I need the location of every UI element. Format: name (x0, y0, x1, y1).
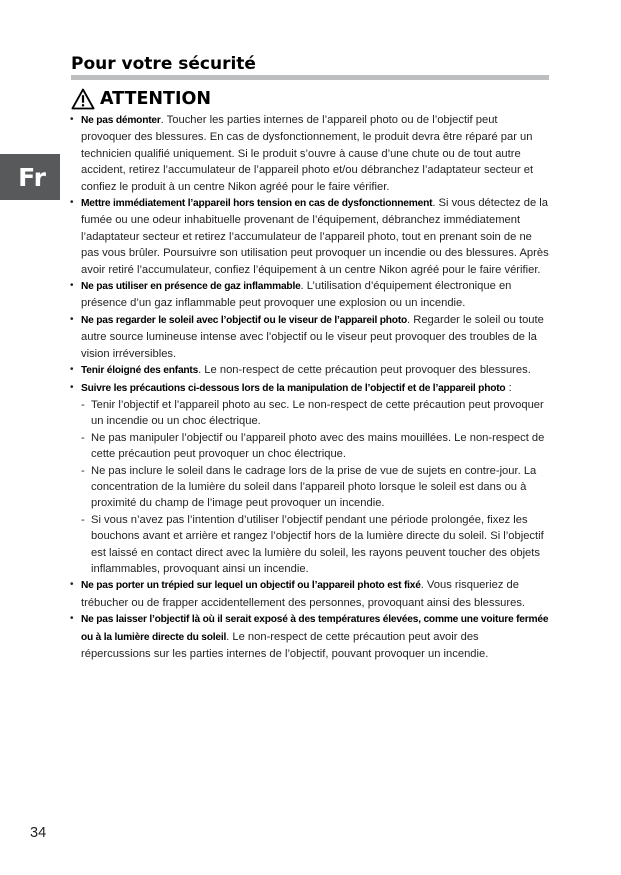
precaution-lead: Suivre les précautions ci-dessous lors de la manipulation de l’objectif et de l’appareil photo (81, 382, 506, 394)
sub-precaution-item: - Ne pas inclure le soleil dans le cadrage lors de la prise de vue de sujets en contre-jour. La concentration de la lumière du soleil dans l’appareil photo lorsque le soleil est dans ou à proximité du champ de l’image peut provoquer un incendie. (81, 463, 550, 512)
precaution-text: . Regarder le soleil ou toute autre source lumineuse intense avec l’objectif ou le viseur peut provoquer des troubles de la vision irréversibles. (81, 313, 544, 360)
attention-heading (71, 88, 211, 110)
precaution-text: . Vous risqueriez de trébucher ou de frapper accidentellement des personnes, provoquant ainsi des blessures. (81, 579, 526, 609)
precaution-lead: Mettre immédiatement l’appareil hors tension en cas de dysfonctionnement (81, 198, 433, 210)
precaution-lead: Ne pas démonter (81, 115, 161, 126)
sub-precaution-item: - Ne pas manipuler l’objectif ou l’appareil photo avec des mains mouillées. Le non-respect de cette précaution peut provoquer un choc électrique. (81, 430, 550, 463)
precaution-text: . Toucher les parties internes de l’appareil photo ou de l’objectif peut provoquer des blessures. En cas de dysfonctionnement, le produit devra être réparé par un technicien qualifié uniquement. Si le produit s’ouvre à cause d’une chute ou de tout autre accident, retirez l’accumulateur de l’appareil photo et/ou débranchez l’adaptateur secteur et confiez le produit à un centre Nikon agréé pour le faire vérifier. (81, 114, 534, 193)
attention-label: ATTENTION (100, 89, 212, 109)
precaution-text: . Le non-respect de cette précaution peut avoir des répercussions sur les parties internes de l’objectif, pouvant provoquer un incendie. (81, 630, 489, 660)
sub-precaution-item: - Si vous n’avez pas l’intention d’utiliser l’objectif pendant une période prolongée, fixez les bouchons avant et arrière et rangez l’objectif hors de la lumière directe du soleil. Si l’objectif est laissé en contact direct avec la lumière du soleil, les rayons peuvent toucher des objets inflammables, provoquant ainsi un incendie. (81, 512, 550, 578)
precaution-list (70, 112, 550, 662)
precaution-lead: Ne pas porter un trépied sur lequel un objectif ou l’appareil photo est fixé (81, 580, 421, 592)
precaution-text: . Si vous détectez de la fumée ou une odeur inhabituelle provenant de l’équipement, débranchez immédiatement l’adaptateur secteur et retirez l’accumulateur de l’appareil photo, tout en prenant soin de ne pas vous brûler. Poursuivre son utilisation peut provoquer un incendie ou des blessures. Après avoir retiré l’accumulateur, confiez l’équipement à un centre Nikon agréé pour le faire vérifier. (81, 197, 549, 276)
precaution-item (70, 611, 550, 662)
precaution-item (70, 112, 550, 195)
language-tab (0, 154, 60, 200)
precaution-item (70, 195, 550, 278)
page-number: 34 (30, 825, 47, 841)
precaution-text: : (505, 381, 512, 394)
safety-content (70, 112, 550, 662)
precaution-text: . Le non-respect de cette précaution peut provoquer des blessures. (198, 364, 531, 377)
precaution-item (70, 362, 550, 379)
precaution-lead: Ne pas utiliser en présence de gaz inflammable (81, 281, 301, 293)
sub-precaution-item: - Tenir l’objectif et l’appareil photo au sec. Le non-respect de cette précaution peut provoquer un incendie ou un choc électrique. (81, 397, 550, 430)
section-title: Pour votre sécurité (71, 54, 256, 74)
warning-triangle-icon (71, 88, 95, 110)
precaution-item (70, 577, 550, 611)
precaution-lead: Ne pas regarder le soleil avec l’objectif ou le viseur de l’appareil photo (81, 314, 408, 326)
language-tab-label: Fr (18, 162, 46, 192)
precaution-item (70, 312, 550, 362)
precaution-lead: Ne pas laisser l’objectif là où il serait exposé à des températures élevées, comme une voiture fermée ou à la lumière directe du soleil (81, 614, 549, 643)
sub-precaution-list (81, 397, 550, 577)
title-rule (71, 75, 549, 80)
precaution-text: . L’utilisation d’équipement électronique en présence d’un gaz inflammable peut provoquer une explosion ou un incendie. (81, 280, 512, 310)
precaution-lead: Tenir éloigné des enfants (81, 365, 199, 377)
precaution-item (70, 278, 550, 312)
precaution-item (70, 380, 550, 578)
